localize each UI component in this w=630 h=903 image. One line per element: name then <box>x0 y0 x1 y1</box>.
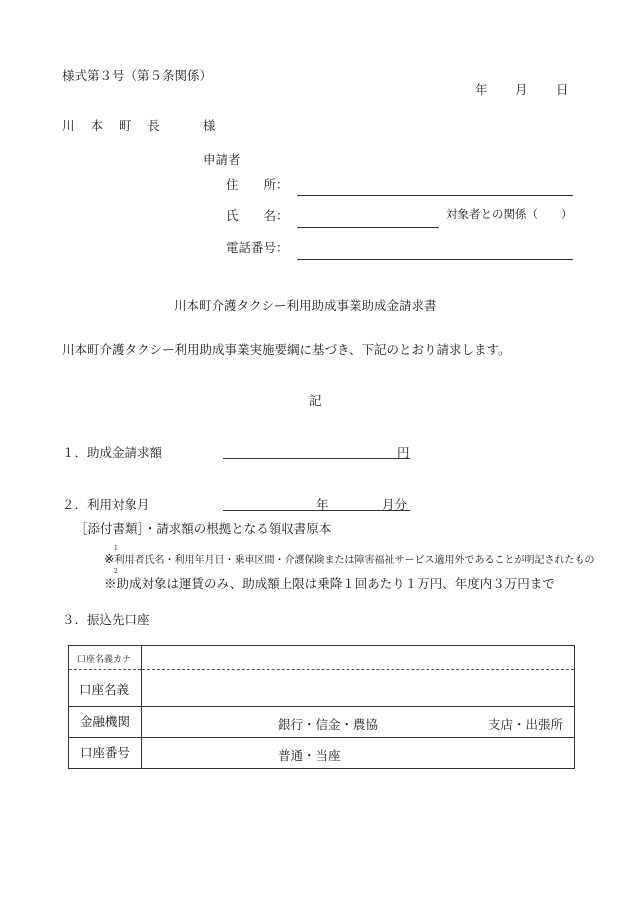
branch-types: 支店・出張所 <box>488 717 564 732</box>
note2-text: 助成対象は運賃のみ、助成額上限は乗降１回あたり１万円、年度内３万円まで <box>116 576 555 591</box>
note2-mark: ※ <box>104 576 117 591</box>
item2-label: ２．利用対象月 <box>62 497 150 512</box>
phone-field-line[interactable] <box>297 259 573 260</box>
kana-label: 口座名義カナ <box>77 655 132 665</box>
intro-text: 川本町介護タクシー利用助成事業実施要綱に基づき、下記のとおり請求します。 <box>62 342 511 357</box>
name-field-line[interactable] <box>297 227 439 228</box>
item2-year-label: 年 <box>316 497 329 512</box>
account-name-input-area[interactable] <box>142 670 574 706</box>
item1-label: １．助成金請求額 <box>62 445 163 460</box>
bank-types: 銀行・信金・農協 <box>278 717 379 732</box>
ki-heading: 記 <box>309 393 322 408</box>
date-year-label: 年 <box>475 82 488 97</box>
note1-number: 1 <box>114 545 118 552</box>
date-day-label: 日 <box>556 82 569 97</box>
account-holder-value-cell[interactable] <box>142 646 575 707</box>
address-field-line[interactable] <box>297 195 573 196</box>
bank-value-cell[interactable] <box>142 707 575 738</box>
bank-label: 金融機関 <box>79 714 130 729</box>
note2 <box>104 574 555 592</box>
note1 <box>104 551 594 566</box>
account-number-value-cell[interactable] <box>142 738 575 769</box>
account-holder-label-cell <box>69 646 142 707</box>
form-number: 様式第３号（第５条関係） <box>62 68 213 83</box>
applicant-heading: 申請者 <box>203 152 241 167</box>
amount-field-line[interactable] <box>223 458 410 459</box>
kana-input-area[interactable] <box>142 646 574 670</box>
addressee: 川 本 町 長 様 <box>62 118 222 133</box>
phone-label: 電話番号： <box>226 240 289 255</box>
item3-label: ３．振込先口座 <box>62 612 150 627</box>
date-month-label: 月 <box>515 82 528 97</box>
item2-month-label: 月分 <box>382 497 408 512</box>
note1-mark: ※ <box>104 551 115 566</box>
account-table <box>68 645 575 769</box>
note1-text: 利用者氏名・利用年月日・乗車区間・介護保険または障害福祉サービス適用外であることが明記されたもの <box>114 555 595 566</box>
note2-number: 2 <box>114 568 118 575</box>
relation-label: 対象者との関係（ ） <box>446 207 573 221</box>
address-label: 住 所： <box>226 177 289 192</box>
account-types: 普通・当座 <box>278 748 341 763</box>
yen-unit: 円 <box>397 445 410 460</box>
document-title: 川本町介護タクシー利用助成事業助成金請求書 <box>174 298 437 313</box>
account-number-label: 口座番号 <box>79 745 130 760</box>
attachment-line: ［添付書類］・請求額の根拠となる領収書原本 <box>75 521 332 536</box>
account-name-label: 口座名義 <box>79 682 130 697</box>
name-label: 氏 名： <box>226 208 289 223</box>
